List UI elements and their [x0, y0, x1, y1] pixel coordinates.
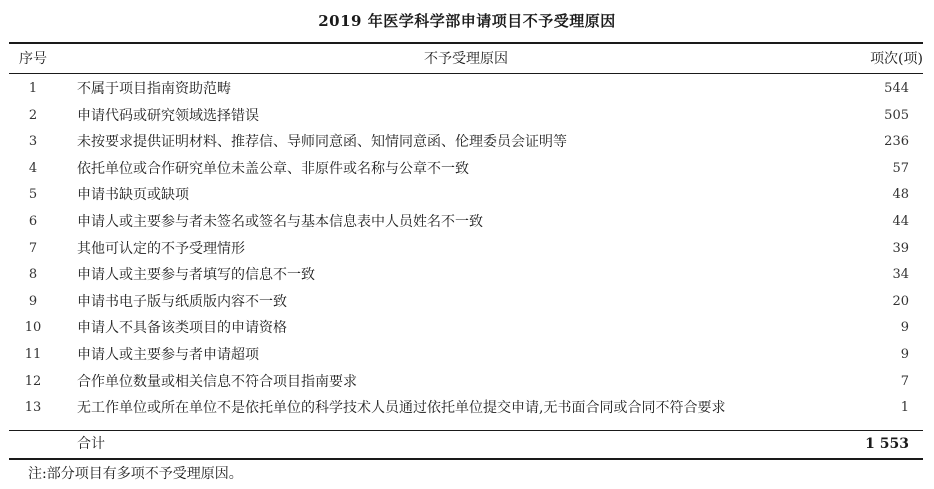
row-count: 44	[892, 214, 909, 229]
header-reason: 不予受理原因	[424, 51, 508, 67]
row-count: 20	[892, 293, 909, 309]
table-total-row	[9, 431, 923, 457]
table-row	[9, 129, 923, 155]
row-no: 12	[24, 373, 42, 389]
row-count: 505	[884, 107, 909, 123]
row-reason: 申请书缺页或缺项	[77, 187, 189, 204]
table-row	[9, 236, 923, 262]
row-count: 7	[900, 373, 909, 389]
table-title: 2019 年医学科学部申请项目不予受理原因	[318, 12, 616, 30]
row-no: 5	[28, 187, 38, 203]
row-no: 7	[28, 240, 38, 256]
table-row	[9, 209, 923, 235]
table-header-row	[9, 46, 923, 72]
row-count: 57	[892, 160, 909, 176]
row-reason: 合作单位数量或相关信息不符合项目指南要求	[77, 373, 357, 390]
total-count: 1 553	[865, 436, 909, 452]
row-no: 9	[28, 293, 38, 309]
header-count: 项次(项)	[870, 51, 923, 67]
row-no: 11	[24, 347, 42, 362]
row-count: 34	[892, 267, 909, 283]
row-count: 48	[892, 187, 909, 203]
row-no: 3	[28, 134, 38, 150]
table-row	[9, 289, 923, 315]
row-count: 236	[884, 134, 909, 150]
table-top-rule	[9, 42, 923, 44]
table-row	[9, 76, 923, 102]
table-row	[9, 369, 923, 395]
row-reason: 不属于项目指南资助范畴	[77, 81, 231, 97]
table-row	[9, 103, 923, 129]
total-label: 合计	[77, 436, 105, 452]
table-header-rule	[9, 73, 923, 74]
row-reason: 依托单位或合作研究单位未盖公章、非原件或名称与公章不一致	[77, 160, 469, 177]
table-row	[9, 262, 923, 288]
row-reason: 其他可认定的不予受理情形	[77, 240, 245, 257]
header-no: 序号	[19, 51, 47, 67]
row-count: 9	[900, 347, 909, 362]
table-bottom-rule	[9, 458, 923, 460]
row-reason: 申请人或主要参与者申请超项	[77, 347, 259, 363]
table-row	[9, 315, 923, 341]
row-reason: 申请书电子版与纸质版内容不一致	[77, 293, 287, 310]
table-row	[9, 156, 923, 182]
row-count: 1	[900, 400, 909, 416]
row-reason: 申请人或主要参与者填写的信息不一致	[77, 267, 315, 284]
row-no: 8	[28, 267, 38, 283]
row-count: 9	[900, 320, 909, 336]
table-row	[9, 342, 923, 368]
row-reason: 未按要求提供证明材料、推荐信、导师同意函、知情同意函、伦理委员会证明等	[77, 134, 567, 151]
row-no: 10	[24, 320, 42, 336]
table-row	[9, 182, 923, 208]
row-count: 544	[884, 81, 909, 96]
table-note: 注:部分项目有多项不予受理原因。	[28, 466, 243, 482]
row-reason: 无工作单位或所在单位不是依托单位的科学技术人员通过依托单位提交申请,无书面合同或合同不符合要求	[77, 400, 726, 417]
row-no: 6	[28, 214, 38, 229]
row-no: 13	[24, 400, 42, 416]
row-no: 2	[28, 107, 38, 123]
row-no: 1	[28, 81, 38, 96]
row-reason: 申请人不具备该类项目的申请资格	[77, 320, 287, 337]
row-no: 4	[28, 160, 38, 176]
row-reason: 申请人或主要参与者未签名或签名与基本信息表中人员姓名不一致	[77, 214, 483, 230]
row-reason: 申请代码或研究领域选择错误	[77, 107, 259, 124]
table-row	[9, 395, 923, 421]
row-count: 39	[892, 240, 909, 256]
